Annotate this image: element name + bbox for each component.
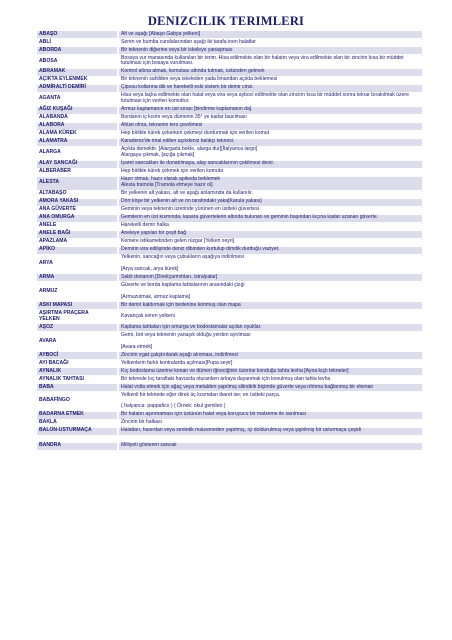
glossary-definition: Kıç bodoslama üzerine konan ve dümen iğneciğinin üzerine konduğu tahta levha [Ayna kıçlı tekneler] [119, 368, 422, 375]
glossary-term: AMORA YAKASI [37, 199, 117, 206]
glossary-definition: Hep birlikte kürek çekerken çekmeyi durdurmak için verilen komut [121, 130, 270, 137]
glossary-row [37, 231, 422, 238]
glossary-row [37, 131, 422, 138]
glossary-definition: Yelkenin, sancağın veya çubukların aşağıya indirilmesi [Arya sancak, arya kürek] [121, 254, 244, 272]
glossary-definition: Bir teknede kıç taraftaki havuzda oturanken arkaya dayanmak için konulmuş olan tahta levha [121, 375, 331, 382]
glossary-definition: Güverte ve borda kaplama tahtalarının arasındaki çizgi [Armuzutmak, armuz kaplama] [121, 281, 245, 300]
glossary-term: ABORDA [37, 47, 117, 54]
glossary-definition: Bir teknenin sahilden veya iskeleden yada limandan açıkta beklemesi [121, 76, 278, 83]
glossary-definition: Hazır olmak, hazır olarak apikoda beklemek Alesta tramola [Tramola etmeye hazır ol] [119, 177, 422, 190]
glossary-term: AÇIKTA EYLENMEK [39, 76, 88, 83]
glossary-definition: Hareketli demir halka [121, 222, 169, 229]
glossary-definition: Aneleye yapılan bir çeşit bağ [119, 231, 422, 238]
glossary-definition: Kaplama tahtaları için omurga ve bodoslamalar açılan oyuklar. [119, 324, 422, 331]
glossary-term: ALABORA [37, 123, 117, 130]
glossary-term: BADARNA ETMEK [37, 412, 117, 419]
glossary-definition: Bordanın iç kısmı veya dümenin 35° ye kadar basılması [121, 114, 247, 121]
glossary-row [37, 69, 422, 76]
glossary-term: ARYA [39, 260, 53, 267]
glossary-row [37, 332, 422, 351]
glossary-row [37, 412, 422, 419]
glossary-row [37, 147, 422, 160]
glossary-row [37, 392, 422, 411]
glossary-definition: Sabit donanım [Direkçarmıhları, istralyalar] [119, 274, 422, 281]
glossary-row [37, 123, 422, 130]
glossary-term: AYI BACAĞI [39, 359, 69, 366]
glossary-row [37, 39, 422, 46]
glossary-definition: Bir demir kaldırmak için bedenine konmuş olan mapa [119, 302, 422, 309]
glossary-term: BALON-USTURMAÇA [37, 428, 117, 435]
glossary-term: ASKI MAPASI [37, 302, 117, 309]
glossary-term: ALAMATRA [37, 139, 117, 146]
glossary-term: BABAFİNGO [39, 397, 70, 404]
glossary-row [37, 428, 422, 435]
glossary-term: ARMUZ [39, 287, 58, 294]
glossary-term: ALTABAŞO [39, 190, 67, 197]
glossary-term: AĞIZ KUŞAĞI [37, 107, 117, 114]
glossary-definition: Hep birlikte kürek çekmek için verilen komuta [121, 168, 223, 175]
glossary-row [37, 191, 422, 198]
glossary-row [37, 352, 422, 359]
page-title: DENIZCILIK TERIMLERI [147, 14, 305, 28]
glossary-definition: Milliyeti gösteren sancak [119, 443, 422, 450]
glossary-row [37, 282, 422, 301]
glossary-term: ALABANDA [39, 114, 68, 121]
glossary-row [37, 247, 422, 254]
glossary-term: ALAMA KÜREK [39, 130, 77, 137]
glossary-row [37, 215, 422, 222]
glossary-definition: Gemilerin en üst kısmında, kasara güvertelerin altında bulunan ve geminin başından kıçına kadar uzanan güverte. [119, 215, 422, 222]
glossary-definition: Geminin veya teknenin üzerinde yürünen en üstteki güvertesi [121, 206, 259, 213]
glossary-term: ABLİ [39, 38, 51, 45]
glossary-definition: Halat volta etmek için ağaç veya metalden yapılmış silindirik biçimde güverte veya rıhtıma bağlanmış bir eleman [119, 384, 422, 391]
glossary-definition: Karadeniz'de imal edilen açıkdeniz balıkçı teknesi. [119, 139, 422, 146]
glossary-row [37, 274, 422, 281]
glossary-definition: Kavançalı seren yelkeni [121, 312, 175, 319]
glossary-row [37, 420, 422, 427]
glossary-definition: İşaret sancakları ile donatılmaya, alay sancaklarının çekilmesi denir. [119, 161, 422, 168]
glossary-term: BABA [37, 384, 117, 391]
glossary-definition: Gemi, bot veya teknenin yanaşık olduğu yerden ayrılması [Avara etmek] [121, 331, 251, 350]
glossary-row [37, 207, 422, 214]
glossary-definition: Altüst olma, teknenin ters çevrilmesi [119, 123, 422, 130]
glossary-definition: Zincirin ırgat çalıştırılarak aşağı alınması, indirilmesi [119, 352, 422, 359]
glossary-row [37, 310, 422, 323]
glossary-definition: Hisa veya laçka edilmekte olan halat veya vira veya ayboci edilmekte olan zincirin kısa bir müddet sonra tekrar bırakılmak üzere tutulması için verilen komuttur. [121, 92, 409, 105]
glossary-definition: Bir halatın aşınmaması için üstünün halat veya koruyucu bir malzeme ile sarılması [119, 412, 422, 419]
glossary-term: ALBERABER [39, 168, 71, 175]
glossary-term [37, 436, 117, 442]
glossary-term: ALESTA [37, 177, 117, 190]
glossary-row [37, 47, 422, 54]
glossary-term: AVARA [39, 337, 57, 344]
glossary-term: APİKO [37, 247, 117, 254]
glossary-row [37, 177, 422, 190]
glossary-term: AŞIRTMA PRAÇERA YELKEN [39, 309, 89, 322]
glossary-row [37, 85, 422, 92]
glossary-row [37, 324, 422, 331]
glossary-term: ANA OMURGA [37, 215, 117, 222]
glossary-table [37, 31, 422, 450]
glossary-row [37, 93, 422, 106]
glossary-row [37, 239, 422, 246]
glossary-term: BAKLA [39, 419, 57, 426]
glossary-term: ANELE BAĞI [37, 231, 117, 238]
glossary-row [37, 161, 422, 168]
glossary-row [37, 443, 422, 450]
glossary-definition: Açıkta demektir. [Alargada bekle, alarga dur][İtalyanca largo] Alargaya çıkmak, [açığa çıkmak] [121, 146, 258, 159]
glossary-definition [119, 436, 422, 442]
glossary-row [37, 115, 422, 122]
glossary-row [37, 139, 422, 146]
glossary-definition: Bir yelkenin alt yakası, alt ve aşağı anlamında da kullanılır. [121, 190, 253, 197]
glossary-row [37, 31, 422, 38]
glossary-definition: Alt ve aşağı [Abaşo Gabya yelkeni] [119, 31, 422, 38]
glossary-definition: Dört köşe bir yelkenin alt ve ön tarafındaki yaka[Karula yakası] [119, 199, 422, 206]
glossary-term: AYNALIK TAHTASI [39, 375, 84, 382]
glossary-definition: Armuz kaplamanın en üst sırası [bindirme kaplamanın da] [119, 107, 422, 114]
glossary-definition: Halattan, hasırdan veya sentetik malzemeden yapılmış, içi doldurulmuş veya şişirilmiş bir usturmaça çeşidi [119, 428, 422, 435]
glossary-row [37, 368, 422, 375]
glossary-definition: Yelkenli bir teknede eğer direk üç kısımdan ibaret ise; en üstteki parça. ( İtalyanca: pappafico ) ( Örnek: okul gemileri ) [121, 391, 281, 410]
glossary-row [37, 302, 422, 309]
glossary-definition: Seren ve bumba cundalarından aşağı iki tarafa inen halatlar [121, 38, 256, 45]
glossary-term: ABAŞO [37, 31, 117, 38]
glossary-term: ANELE [39, 222, 57, 229]
glossary-term: AYNALIK [37, 368, 117, 375]
glossary-definition: Kemere istikametinden gelen rüzgar [Yelken seyri] [121, 238, 235, 245]
glossary-term: ARMA [37, 274, 117, 281]
glossary-definition: Çiposu kollarına dik ve hareketli eski sistem bir demir cinsi. [119, 85, 422, 92]
glossary-term: ALAY SANCAĞI [37, 161, 117, 168]
glossary-term: BANDRA [37, 443, 117, 450]
glossary-term: ANA GÜVERTE [39, 206, 76, 213]
glossary-row [37, 223, 422, 230]
glossary-row [37, 77, 422, 84]
glossary-definition: Bir teknenin diğerine veya bir iskeleye yanaşması [119, 47, 422, 54]
glossary-term: APAZLAMA [39, 238, 68, 245]
glossary-definition: Kontrol altına almak, komutası altında tutmak, üstünden gelmek [119, 69, 422, 76]
glossary-definition: Demirin vira edilişinde deniz dibinden kurtulup dimdik durduğu vaziyet. [119, 247, 422, 254]
glossary-definition: Zincirin bir halkası [121, 419, 163, 426]
glossary-row [37, 55, 422, 68]
glossary-term: ADMİRALTİ DEMİRİ [37, 85, 117, 92]
glossary-term: ABRAMAK [37, 69, 117, 76]
glossary-row [37, 169, 422, 176]
glossary-term: AŞOZ [37, 324, 117, 331]
glossary-definition: Bosaya vur manasında kullanılan bir terim. Hisa edilmekte olan bir halatın veya vira edilmekte olan bir zincirin kısa bir müddet tutulması için bosaya vurulması. [121, 54, 404, 67]
glossary-row [37, 107, 422, 114]
glossary-row [37, 255, 422, 274]
glossary-definition: Yelkenlerin farklı kontralarda açılması[Pupa seyir] [121, 359, 233, 366]
glossary-row [37, 436, 422, 442]
glossary-row [37, 199, 422, 206]
glossary-term: AGANTA [39, 95, 61, 102]
glossary-row [37, 384, 422, 391]
glossary-term: AYBOCİ [37, 352, 117, 359]
glossary-row [37, 360, 422, 367]
glossary-row [37, 376, 422, 383]
glossary-term: ABOSA [39, 57, 58, 64]
glossary-term: ALARGA [39, 149, 61, 156]
